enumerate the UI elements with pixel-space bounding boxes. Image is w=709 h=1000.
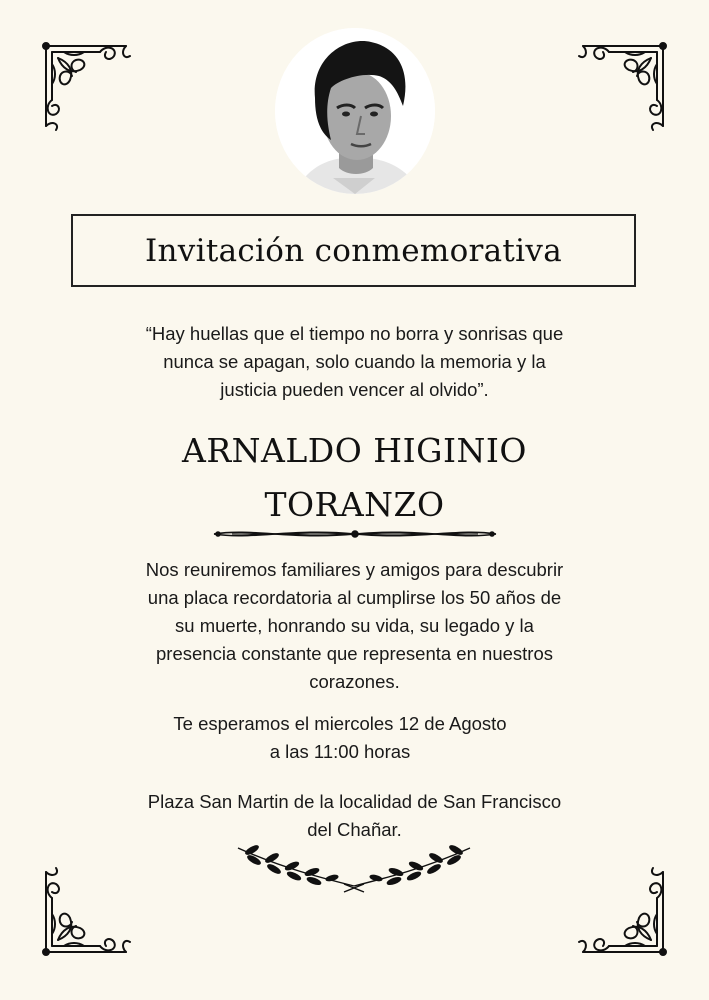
ornamental-corner-icon [577, 866, 669, 958]
quote-line: justicia pueden vencer al olvido”. [220, 379, 489, 400]
message-line: su muerte, honrando su vida, su legado y la [175, 615, 534, 636]
quote-line: nunca se apagan, solo cuando la memoria y la [163, 351, 546, 372]
honoree-name-line: TORANZO [264, 485, 445, 524]
message-line: corazones. [309, 671, 400, 692]
event-place [100, 788, 609, 844]
ornamental-corner-icon [40, 866, 132, 958]
quote-text [100, 320, 609, 404]
laurel-branch-icon [232, 838, 476, 894]
ornamental-corner-icon [40, 40, 132, 132]
event-date-line: Te esperamos el miercoles 12 de Agosto [173, 713, 507, 734]
event-place-line: del Chañar. [307, 819, 402, 840]
message-line: presencia constante que representa en nuestros [156, 643, 553, 664]
portrait-photo [275, 28, 435, 194]
event-date [120, 710, 560, 766]
event-date-line: a las 11:00 horas [269, 741, 411, 762]
honoree-name-line: ARNALDO HIGINIO [182, 431, 527, 470]
ornamental-corner-icon [577, 40, 669, 132]
ornamental-divider-icon [212, 526, 498, 542]
message-line: Nos reuniremos familiares y amigos para descubrir [145, 559, 564, 580]
page-title: Invitación conmemorativa [145, 232, 562, 269]
event-place-line: Plaza San Martin de la localidad de San Francisco [147, 791, 562, 812]
title-frame [71, 214, 636, 287]
message-line: una placa recordatoria al cumplirse los 50 años de [147, 587, 562, 608]
quote-line: “Hay huellas que el tiempo no borra y sonrisas que [145, 323, 564, 344]
honoree-name [80, 424, 629, 532]
message-text [100, 556, 609, 696]
